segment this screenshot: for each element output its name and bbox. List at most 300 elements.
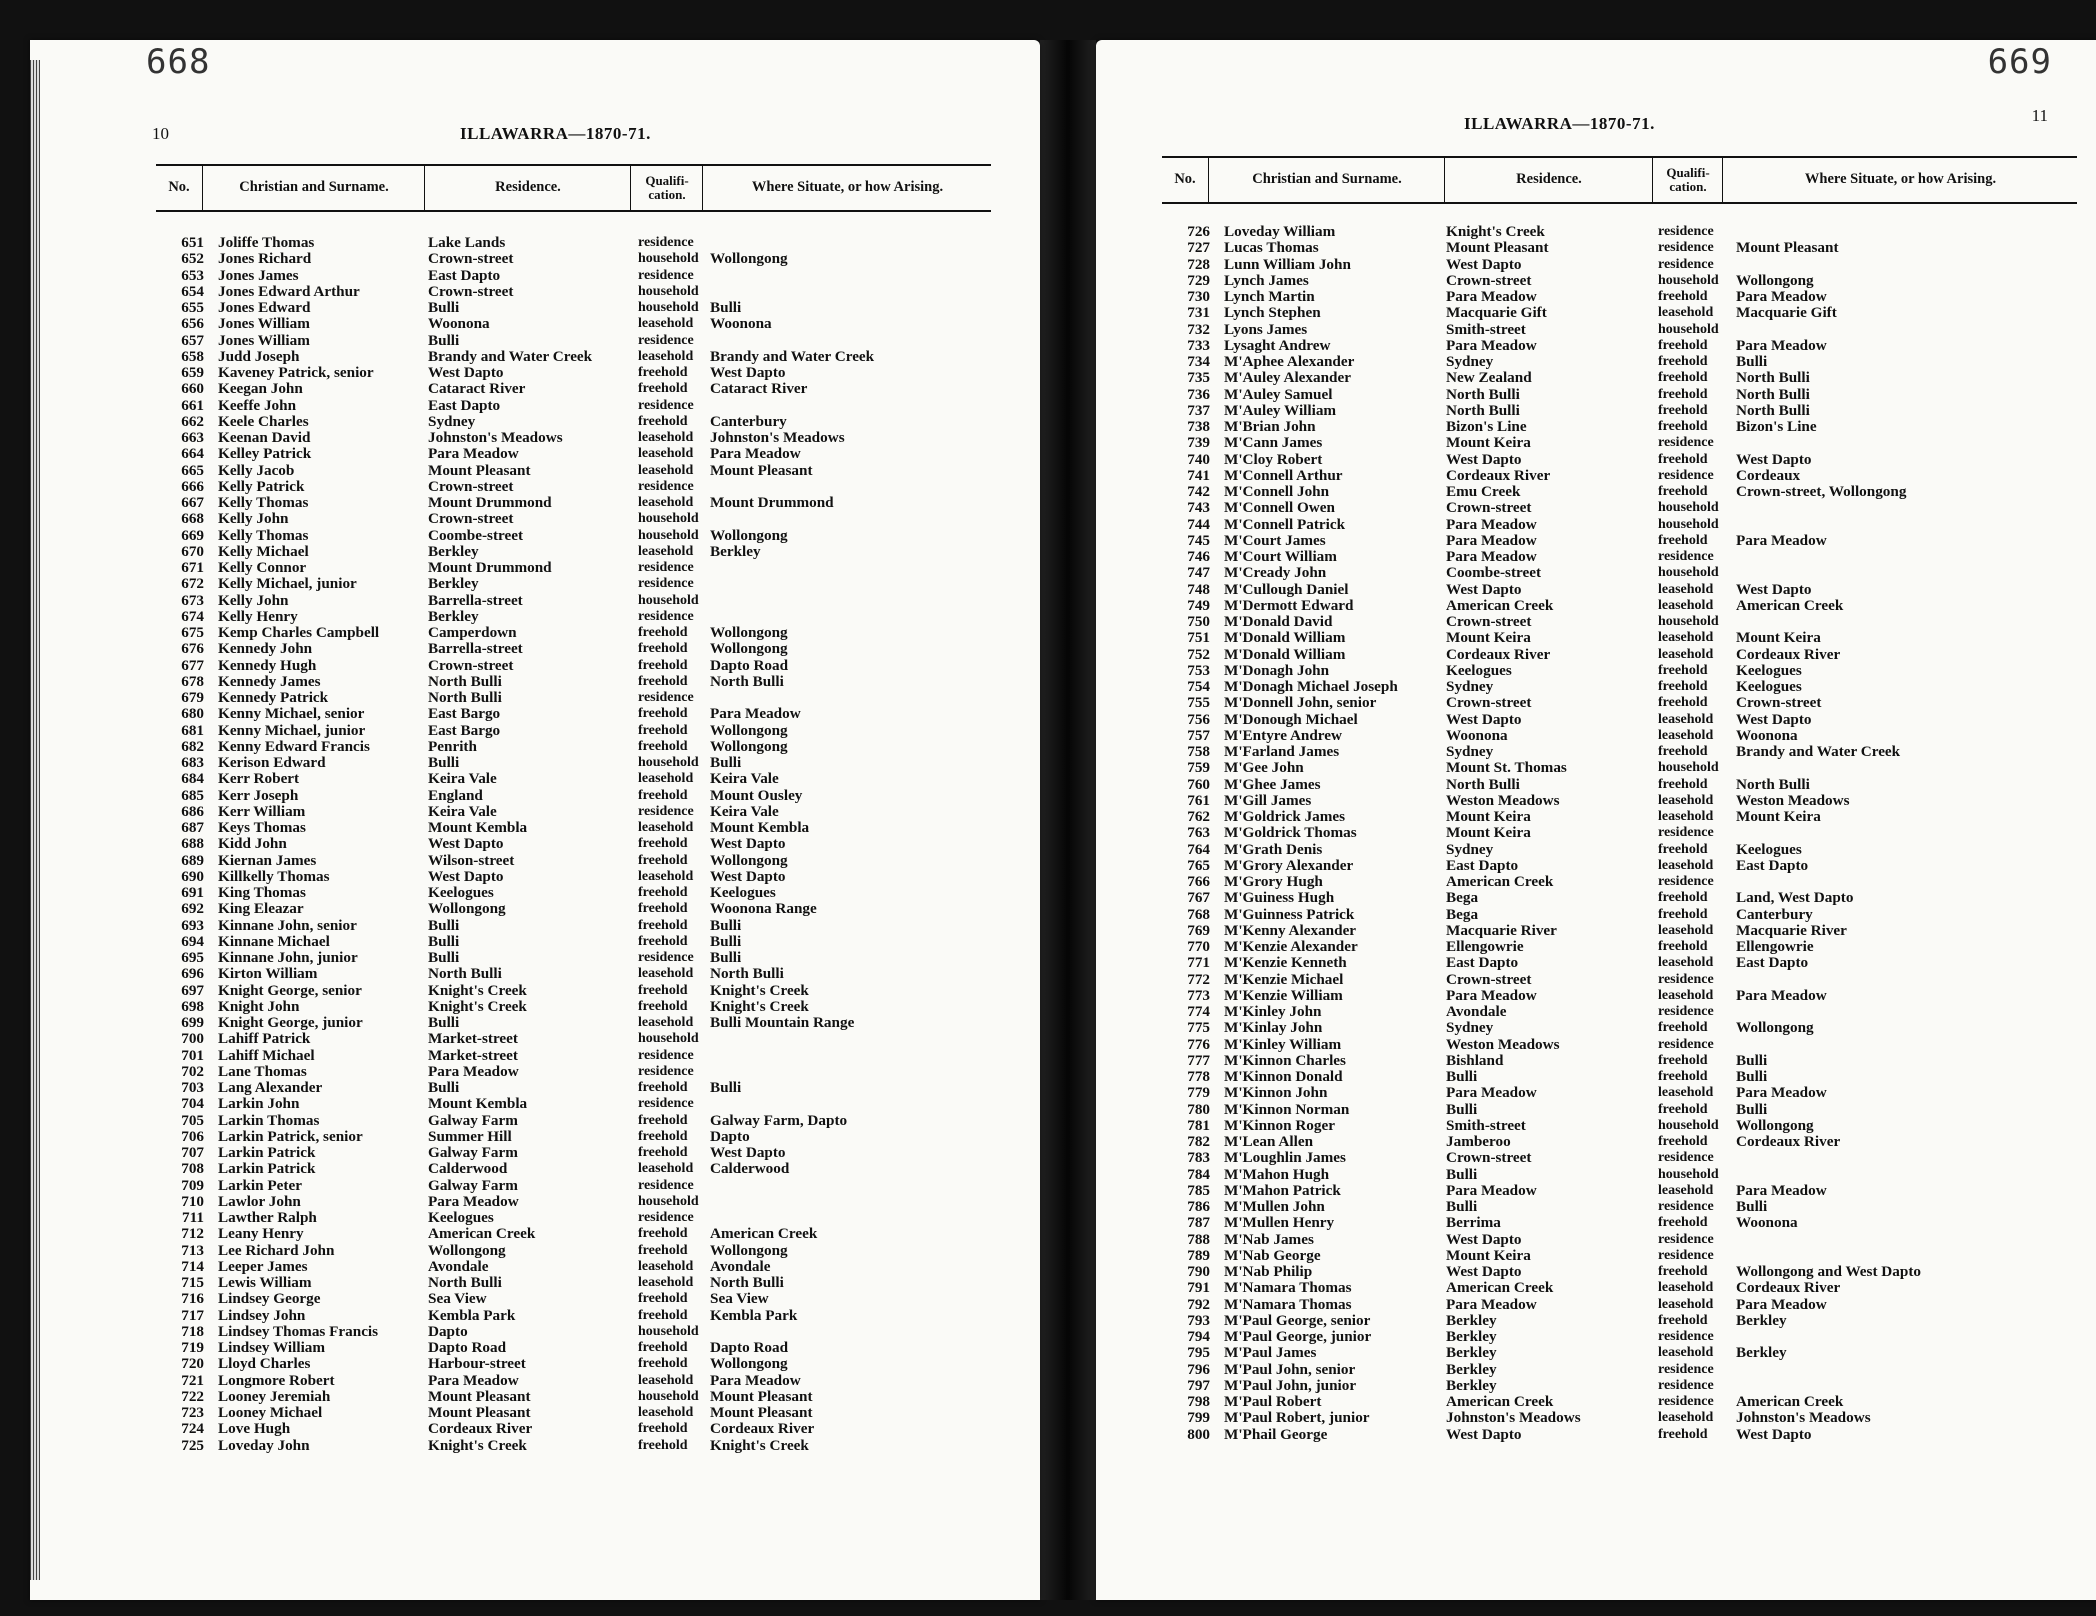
where-situate: Wollongong and West Dapto bbox=[1736, 1264, 1921, 1280]
where-situate: Brandy and Water Creek bbox=[710, 348, 875, 365]
residence: Cordeaux River bbox=[428, 1421, 533, 1438]
entry-number: 668 bbox=[181, 511, 204, 528]
residence: Mount Pleasant bbox=[428, 1405, 531, 1421]
where-situate: North Bulli bbox=[710, 966, 784, 983]
entry-number: 757 bbox=[1187, 727, 1210, 744]
qualification: residence bbox=[638, 1177, 694, 1193]
residence: North Bulli bbox=[1446, 402, 1520, 419]
entry-number: 760 bbox=[1187, 776, 1210, 793]
entry-number: 743 bbox=[1187, 500, 1210, 517]
qualification: freehold bbox=[638, 998, 688, 1014]
entry-number: 788 bbox=[1187, 1231, 1210, 1248]
residence: Bulli bbox=[428, 300, 460, 316]
voter-name: Love Hugh bbox=[218, 1421, 291, 1438]
entry-number: 789 bbox=[1187, 1247, 1210, 1264]
where-situate: West Dapto bbox=[710, 1145, 786, 1161]
entry-number: 671 bbox=[181, 560, 204, 576]
where-situate: Woonona bbox=[1736, 727, 1798, 744]
where-situate: Keira Vale bbox=[710, 771, 779, 788]
voter-name: Kelly John bbox=[218, 511, 289, 528]
residence: Crown-street bbox=[428, 657, 514, 674]
voter-name: Lloyd Charles bbox=[218, 1356, 311, 1373]
residence: Kembla Park bbox=[428, 1307, 516, 1324]
voter-name: M'Kinley William bbox=[1224, 1036, 1342, 1053]
residence: North Bulli bbox=[428, 673, 502, 690]
where-situate: Mount Keira bbox=[1736, 809, 1821, 825]
residence: East Dapto bbox=[1446, 955, 1519, 972]
qualification: freehold bbox=[638, 852, 688, 868]
qualification: leasehold bbox=[1658, 809, 1714, 824]
residence: East Dapto bbox=[1446, 857, 1519, 874]
entry-number: 786 bbox=[1187, 1199, 1210, 1215]
voter-name: Lynch James bbox=[1224, 272, 1309, 289]
entry-number: 698 bbox=[181, 998, 204, 1015]
residence: Sydney bbox=[1446, 744, 1494, 760]
entry-number: 689 bbox=[181, 852, 204, 869]
qualification: leasehold bbox=[1658, 1280, 1714, 1296]
residence: West Dapto bbox=[1446, 451, 1522, 468]
voter-name: Looney Jeremiah bbox=[218, 1388, 331, 1405]
residence: Para Meadow bbox=[1446, 1182, 1537, 1199]
voter-name: King Eleazar bbox=[218, 901, 304, 918]
entry-number: 790 bbox=[1187, 1264, 1210, 1280]
residence: England bbox=[428, 787, 483, 804]
where-situate: Knight's Creek bbox=[710, 998, 809, 1015]
entry-number: 659 bbox=[181, 365, 204, 381]
entry-number: 795 bbox=[1187, 1345, 1210, 1362]
residence: Coombe-street bbox=[428, 527, 524, 544]
voter-name: M'Kinnon Roger bbox=[1224, 1117, 1335, 1134]
residence: North Bulli bbox=[1446, 386, 1520, 403]
qualification: leasehold bbox=[1658, 1182, 1714, 1198]
qualification: leasehold bbox=[638, 495, 694, 510]
voter-name: M'Grory Alexander bbox=[1224, 857, 1354, 874]
entry-number: 697 bbox=[181, 982, 204, 999]
residence: Bishland bbox=[1446, 1052, 1504, 1069]
residence: East Bargo bbox=[428, 706, 501, 723]
qualification: household bbox=[1658, 1166, 1719, 1182]
voter-name: Jones William bbox=[218, 316, 310, 333]
qualification: freehold bbox=[1658, 370, 1708, 386]
voter-name: M'Mullen Henry bbox=[1224, 1215, 1335, 1232]
where-situate: West Dapto bbox=[710, 365, 786, 381]
qualification: leasehold bbox=[1658, 597, 1714, 613]
residence: Para Meadow bbox=[1446, 289, 1537, 305]
qualification: residence bbox=[1658, 874, 1714, 889]
where-situate: Cordeaux River bbox=[710, 1421, 815, 1438]
qualification: residence bbox=[1658, 1004, 1714, 1019]
qualification: freehold bbox=[1658, 776, 1708, 792]
qualification: freehold bbox=[638, 836, 688, 852]
entry-number: 728 bbox=[1187, 256, 1210, 273]
qualification: freehold bbox=[638, 657, 688, 673]
voter-name: Loveday William bbox=[1224, 224, 1336, 240]
voter-name: Kennedy James bbox=[218, 673, 321, 690]
voter-name: M'Aphee Alexander bbox=[1224, 354, 1355, 370]
residence: Bega bbox=[1446, 906, 1479, 923]
qualification: freehold bbox=[1658, 532, 1708, 548]
residence: Smith-street bbox=[1446, 321, 1526, 338]
qualification: residence bbox=[1658, 971, 1714, 987]
voter-name: M'Namara Thomas bbox=[1224, 1280, 1352, 1297]
voter-name: Kelly Thomas bbox=[218, 527, 309, 544]
where-situate: Para Meadow bbox=[710, 1372, 801, 1389]
where-situate: Wollongong bbox=[710, 251, 788, 268]
residence: Bulli bbox=[1446, 1101, 1478, 1118]
entry-number: 716 bbox=[181, 1291, 204, 1308]
entry-number: 747 bbox=[1187, 565, 1210, 582]
qualification: leasehold bbox=[1658, 1296, 1714, 1312]
voter-name: Knight George, junior bbox=[218, 1015, 363, 1031]
qualification: leasehold bbox=[638, 348, 694, 364]
where-situate: West Dapto bbox=[1736, 711, 1812, 728]
where-situate: Bulli bbox=[1736, 1199, 1768, 1215]
voter-name: M'Donald David bbox=[1224, 614, 1333, 630]
where-situate: Bulli bbox=[710, 950, 742, 966]
residence: Berkley bbox=[428, 543, 479, 560]
entry-number: 672 bbox=[181, 576, 204, 593]
residence: New Zealand bbox=[1446, 370, 1532, 387]
voter-name: M'Cann James bbox=[1224, 435, 1323, 452]
qualification: household bbox=[1658, 1117, 1719, 1133]
residence: Dapto bbox=[428, 1323, 468, 1340]
entry-number: 655 bbox=[181, 300, 204, 316]
qualification: freehold bbox=[638, 1421, 688, 1437]
where-situate: Ellengowrie bbox=[1736, 939, 1814, 955]
residence: American Creek bbox=[1446, 1394, 1554, 1410]
residence: Para Meadow bbox=[1446, 1085, 1537, 1102]
entry-number: 704 bbox=[181, 1096, 204, 1113]
voter-name: M'Dermott Edward bbox=[1224, 597, 1354, 614]
entry-number: 798 bbox=[1187, 1394, 1210, 1410]
residence: Bulli bbox=[428, 1080, 460, 1096]
qualification: freehold bbox=[1658, 1134, 1708, 1149]
residence: Knight's Creek bbox=[428, 1437, 527, 1454]
voter-name: Keegan John bbox=[218, 381, 303, 398]
entry-number: 742 bbox=[1187, 484, 1210, 500]
entry-number: 780 bbox=[1187, 1101, 1210, 1118]
qualification: freehold bbox=[638, 885, 688, 900]
qualification: household bbox=[638, 251, 699, 267]
where-situate: Berkley bbox=[1736, 1312, 1787, 1329]
residence: Crown-street bbox=[1446, 500, 1532, 517]
voter-name: M'Paul Robert bbox=[1224, 1394, 1322, 1410]
residence: Emu Creek bbox=[1446, 484, 1521, 500]
qualification: residence bbox=[1658, 1377, 1714, 1393]
qualification: residence bbox=[1658, 1329, 1714, 1344]
voter-name: Lane Thomas bbox=[218, 1063, 307, 1080]
qualification: leasehold bbox=[1658, 646, 1714, 662]
where-situate: East Dapto bbox=[1736, 857, 1809, 874]
voter-name: Knight John bbox=[218, 998, 300, 1015]
residence: Barrella-street bbox=[428, 641, 523, 658]
entry-number: 751 bbox=[1187, 630, 1210, 647]
where-situate: Dapto Road bbox=[710, 1340, 789, 1356]
where-situate: Canterbury bbox=[710, 413, 787, 430]
voter-name: Leany Henry bbox=[218, 1226, 304, 1243]
qualification: household bbox=[638, 527, 699, 543]
qualification: leasehold bbox=[638, 966, 694, 982]
where-situate: Dapto Road bbox=[710, 657, 789, 674]
qualification: freehold bbox=[638, 917, 688, 933]
residence: Woonona bbox=[428, 316, 490, 333]
where-situate: West Dapto bbox=[1736, 451, 1812, 468]
residence: Crown-street bbox=[428, 283, 514, 300]
residence: Crown-street bbox=[1446, 614, 1532, 630]
residence: Crown-street bbox=[1446, 971, 1532, 988]
residence: East Dapto bbox=[428, 267, 501, 284]
where-situate: North Bulli bbox=[1736, 386, 1810, 403]
residence: Dapto Road bbox=[428, 1340, 507, 1356]
entry-number: 665 bbox=[181, 462, 204, 479]
where-situate: West Dapto bbox=[710, 836, 786, 853]
residence: Para Meadow bbox=[1446, 549, 1537, 565]
residence: Woonona bbox=[1446, 727, 1508, 744]
folio-number: 11 bbox=[2031, 106, 2048, 125]
col-no: No. bbox=[1174, 171, 1196, 188]
entry-number: 683 bbox=[181, 755, 204, 771]
where-situate: Berkley bbox=[710, 543, 761, 560]
where-situate: Bulli bbox=[1736, 354, 1768, 370]
qualification: household bbox=[1658, 565, 1719, 581]
residence: Smith-street bbox=[1446, 1117, 1526, 1134]
entry-number: 695 bbox=[181, 950, 204, 966]
voter-name: Lucas Thomas bbox=[1224, 240, 1319, 257]
entry-number: 678 bbox=[181, 673, 204, 690]
residence: Para Meadow bbox=[428, 1193, 519, 1210]
entry-number: 673 bbox=[181, 592, 204, 609]
entry-number: 764 bbox=[1187, 841, 1210, 858]
qualification: residence bbox=[1658, 549, 1714, 564]
where-situate: Wollongong bbox=[1736, 272, 1814, 289]
entry-number: 696 bbox=[181, 966, 204, 983]
residence: Para Meadow bbox=[428, 1372, 519, 1389]
residence: Mount Pleasant bbox=[428, 1388, 531, 1405]
entry-number: 701 bbox=[181, 1047, 204, 1064]
qualification: freehold bbox=[638, 982, 688, 998]
entry-number: 778 bbox=[1187, 1069, 1210, 1085]
qualification: leasehold bbox=[638, 820, 694, 835]
entry-number: 692 bbox=[181, 901, 204, 918]
residence: Keelogues bbox=[428, 885, 494, 901]
where-situate: Knight's Creek bbox=[710, 982, 809, 999]
residence: Camperdown bbox=[428, 625, 517, 641]
voter-name: Kinnane John, senior bbox=[218, 917, 357, 934]
where-situate: Woonona bbox=[710, 316, 772, 333]
page-stamp: 668 bbox=[146, 42, 211, 82]
entry-number: 777 bbox=[1187, 1052, 1210, 1069]
entry-number: 783 bbox=[1187, 1150, 1210, 1167]
where-situate: North Bulli bbox=[1736, 370, 1810, 387]
voter-name: Kennedy Hugh bbox=[218, 657, 317, 674]
entry-number: 758 bbox=[1187, 744, 1210, 760]
entry-number: 664 bbox=[181, 446, 204, 463]
residence: Galway Farm bbox=[428, 1177, 518, 1194]
voter-name: Kerison Edward bbox=[218, 755, 326, 771]
qualification: residence bbox=[638, 560, 694, 575]
qualification: leasehold bbox=[638, 446, 694, 462]
entry-number: 759 bbox=[1187, 760, 1210, 777]
qualification: leasehold bbox=[638, 1275, 694, 1290]
residence: Berkley bbox=[428, 608, 479, 625]
residence: Bulli bbox=[428, 1015, 460, 1031]
residence: Sydney bbox=[1446, 1020, 1494, 1037]
entry-number: 705 bbox=[181, 1112, 204, 1129]
qualification: residence bbox=[638, 608, 694, 624]
entry-number: 772 bbox=[1187, 971, 1210, 988]
qualification: leasehold bbox=[1658, 711, 1714, 727]
where-situate: Bulli bbox=[1736, 1069, 1768, 1085]
entry-number: 734 bbox=[1187, 354, 1210, 370]
where-situate: Sea View bbox=[710, 1291, 769, 1308]
voter-name: M'Donald William bbox=[1224, 646, 1346, 663]
col-where: Where Situate, or how Arising. bbox=[1722, 158, 2078, 202]
qualification: residence bbox=[1658, 825, 1714, 841]
residence: Bulli bbox=[428, 332, 460, 349]
voter-name: Knight George, senior bbox=[218, 982, 362, 999]
residence: Weston Meadows bbox=[1446, 1036, 1560, 1053]
residence: Knight's Creek bbox=[428, 998, 527, 1015]
where-situate: Wollongong bbox=[710, 1242, 788, 1259]
where-situate: Keelogues bbox=[1736, 662, 1802, 679]
voter-name: King Thomas bbox=[218, 885, 306, 901]
qualification: residence bbox=[1658, 1199, 1714, 1214]
where-situate: Cordeaux River bbox=[1736, 646, 1841, 663]
voter-name: Larkin Peter bbox=[218, 1177, 302, 1194]
entry-number: 677 bbox=[181, 657, 204, 674]
entry-number: 769 bbox=[1187, 922, 1210, 939]
voter-name: Joliffe Thomas bbox=[218, 235, 315, 251]
residence: Johnston's Meadows bbox=[1446, 1410, 1581, 1427]
voter-name: Keenan David bbox=[218, 430, 311, 446]
qualification: leasehold bbox=[638, 1372, 694, 1388]
col-qualification: Qualifi-cation. bbox=[630, 166, 703, 210]
where-situate: Para Meadow bbox=[1736, 1182, 1827, 1199]
where-situate: Mount Keira bbox=[1736, 630, 1821, 647]
entry-number: 652 bbox=[181, 251, 204, 268]
entry-number: 663 bbox=[181, 430, 204, 446]
entry-number: 738 bbox=[1187, 419, 1210, 435]
voter-name: M'Court James bbox=[1224, 532, 1326, 549]
entry-number: 739 bbox=[1187, 435, 1210, 452]
qualification: residence bbox=[638, 1047, 694, 1063]
qualification: residence bbox=[1658, 1231, 1714, 1247]
voter-name: M'Mullen John bbox=[1224, 1199, 1325, 1215]
residence: Bulli bbox=[428, 755, 460, 771]
entry-number: 685 bbox=[181, 787, 204, 804]
entry-number: 709 bbox=[181, 1177, 204, 1194]
voter-name: M'Donagh Michael Joseph bbox=[1224, 679, 1398, 695]
voter-name: Kelly John bbox=[218, 592, 289, 609]
entry-number: 670 bbox=[181, 543, 204, 560]
where-situate: Berkley bbox=[1736, 1345, 1787, 1362]
voter-name: Lahiff Patrick bbox=[218, 1031, 311, 1048]
residence: Mount Keira bbox=[1446, 825, 1531, 842]
folio-number: 10 bbox=[152, 124, 169, 143]
qualification: freehold bbox=[1658, 1312, 1708, 1328]
where-situate: Wollongong bbox=[710, 1356, 788, 1373]
col-residence: Residence. bbox=[424, 166, 631, 210]
qualification: freehold bbox=[1658, 451, 1708, 467]
entry-number: 745 bbox=[1187, 532, 1210, 549]
entry-number: 661 bbox=[181, 397, 204, 414]
entry-number: 741 bbox=[1187, 467, 1210, 484]
where-situate: Bulli bbox=[710, 933, 742, 950]
voter-name: M'Donald William bbox=[1224, 630, 1346, 647]
residence: Mount Drummond bbox=[428, 495, 552, 511]
qualification: freehold bbox=[638, 1242, 688, 1258]
voter-name: M'Kenny Alexander bbox=[1224, 922, 1357, 939]
where-situate: West Dapto bbox=[1736, 1426, 1812, 1443]
voter-name: Kelley Patrick bbox=[218, 446, 312, 463]
residence: Sydney bbox=[1446, 841, 1494, 858]
entry-number: 746 bbox=[1187, 549, 1210, 565]
residence: Crown-street bbox=[428, 478, 514, 495]
voter-name: M'Donagh John bbox=[1224, 662, 1330, 679]
voter-name: Kerr Robert bbox=[218, 771, 300, 788]
qualification: residence bbox=[638, 1096, 694, 1112]
residence: North Bulli bbox=[428, 1275, 502, 1291]
residence: West Dapto bbox=[1446, 1231, 1522, 1248]
residence: Para Meadow bbox=[1446, 516, 1537, 533]
qualification: freehold bbox=[638, 1291, 688, 1307]
entry-number: 753 bbox=[1187, 662, 1210, 679]
qualification: household bbox=[638, 1193, 699, 1209]
where-situate: Johnston's Meadows bbox=[710, 430, 845, 446]
voter-name: M'Connell Patrick bbox=[1224, 516, 1346, 533]
voter-name: M'Loughlin James bbox=[1224, 1150, 1346, 1167]
entry-number: 680 bbox=[181, 706, 204, 723]
entry-number: 656 bbox=[181, 316, 204, 333]
where-situate: Crown-street, Wollongong bbox=[1736, 484, 1907, 500]
qualification: residence bbox=[638, 397, 694, 413]
voter-name: Lindsey Thomas Francis bbox=[218, 1323, 379, 1340]
residence: Avondale bbox=[1446, 1004, 1507, 1020]
entry-number: 762 bbox=[1187, 809, 1210, 825]
entry-number: 771 bbox=[1187, 955, 1210, 972]
entry-number: 714 bbox=[181, 1258, 204, 1275]
qualification: freehold bbox=[1658, 354, 1708, 369]
where-situate: Johnston's Meadows bbox=[1736, 1410, 1871, 1427]
where-situate: North Bulli bbox=[1736, 776, 1810, 793]
residence: North Bulli bbox=[428, 966, 502, 983]
residence: North Bulli bbox=[428, 690, 502, 706]
qualification: freehold bbox=[1658, 1020, 1708, 1036]
qualification: freehold bbox=[1658, 906, 1708, 922]
qualification: freehold bbox=[1658, 841, 1708, 857]
residence: Crown-street bbox=[1446, 695, 1532, 712]
qualification: leasehold bbox=[1658, 792, 1714, 808]
where-situate: Wollongong bbox=[710, 738, 788, 755]
qualification: freehold bbox=[638, 381, 688, 397]
qualification: freehold bbox=[638, 1307, 688, 1323]
qualification: household bbox=[1658, 321, 1719, 337]
residence: West Dapto bbox=[1446, 711, 1522, 728]
where-situate: Bulli bbox=[1736, 1052, 1768, 1069]
voter-name: Lahiff Michael bbox=[218, 1047, 315, 1064]
where-situate: West Dapto bbox=[1736, 581, 1812, 598]
voter-name: M'Brian John bbox=[1224, 419, 1316, 435]
voter-name: M'Namara Thomas bbox=[1224, 1296, 1352, 1313]
voter-name: M'Grath Denis bbox=[1224, 841, 1323, 858]
residence: Jamberoo bbox=[1446, 1134, 1511, 1150]
where-situate: Keelogues bbox=[710, 885, 776, 901]
qualification: freehold bbox=[638, 706, 688, 722]
where-situate: North Bulli bbox=[710, 673, 784, 690]
qualification: freehold bbox=[638, 1112, 688, 1128]
voter-name: M'Kenzie Michael bbox=[1224, 971, 1344, 988]
where-situate: East Dapto bbox=[1736, 955, 1809, 972]
